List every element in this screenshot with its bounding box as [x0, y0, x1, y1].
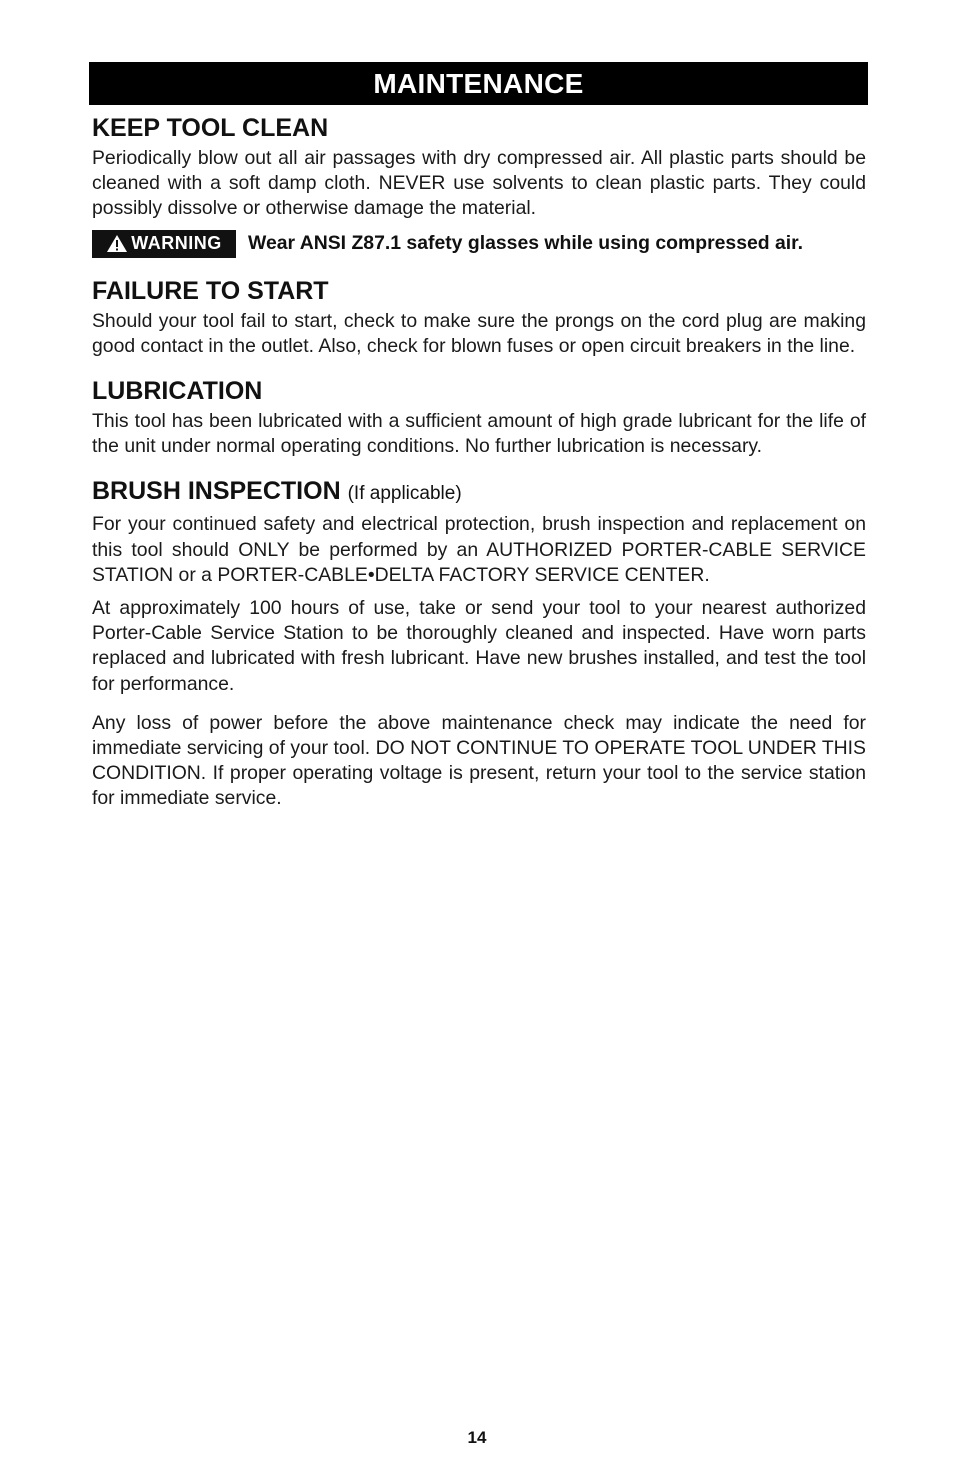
brush-inspection-para-1: For your continued safety and electrical protection, brush inspection and replacement on this tool should ONLY be performed by an AUTHORIZED PORTER-CABLE SERVICE STATION or a PORTER-CABLE•DELTA FACTORY SERVICE CENTER.: [92, 513, 866, 586]
brush-inspection-title: BRUSH INSPECTION: [92, 477, 341, 506]
heading-lubrication: LUBRICATION: [92, 377, 263, 406]
warning-row: [92, 229, 866, 259]
banner-title: MAINTENANCE: [373, 67, 584, 99]
section-banner: [89, 62, 868, 105]
page-number: 14: [467, 1428, 487, 1447]
heading-keep-tool-clean: KEEP TOOL CLEAN: [92, 114, 329, 142]
warning-badge: [92, 230, 236, 258]
brush-inspection-subtitle: (If applicable): [347, 483, 462, 505]
warning-text: Wear ANSI Z87.1 safety glasses while using compressed air.: [248, 232, 804, 255]
lubrication-body: This tool has been lubricated with a sufficient amount of high grade lubricant for the life of the unit under normal operating conditions. No further lubrication is necessary.: [92, 410, 866, 458]
failure-to-start-body: Should your tool fail to start, check to make sure the prongs on the cord plug are making good contact in the outlet. Also, check for blown fuses or open circuit breakers in the line.: [92, 309, 866, 357]
warning-label: WARNING: [131, 233, 222, 254]
heading-failure-to-start: FAILURE TO START: [92, 276, 329, 305]
page-content: [92, 110, 866, 812]
brush-inspection-para-2: At approximately 100 hours of use, take or send your tool to your nearest authorized Porter-Cable Service Station to be thoroughly cleaned and inspected. Have worn parts replaced and lubricated with fresh lubricant. Have new brushes installed, and test the tool for performance.: [92, 597, 866, 695]
keep-tool-clean-body: Periodically blow out all air passages with dry compressed air. All plastic parts should be cleaned with a soft damp cloth. NEVER use solvents to clean plastic parts. They could possibly dissolve or otherwise damage the material.: [92, 147, 866, 220]
heading-brush-inspection: [92, 473, 866, 512]
brush-inspection-para-3: Any loss of power before the above maintenance check may indicate the need for immediate servicing of your tool. DO NOT CONTINUE TO OPERATE TOOL UNDER THIS CONDITION. If proper operating voltage is present, return your tool to the service station for immediate service.: [92, 711, 866, 810]
warning-triangle-icon: [106, 234, 128, 253]
